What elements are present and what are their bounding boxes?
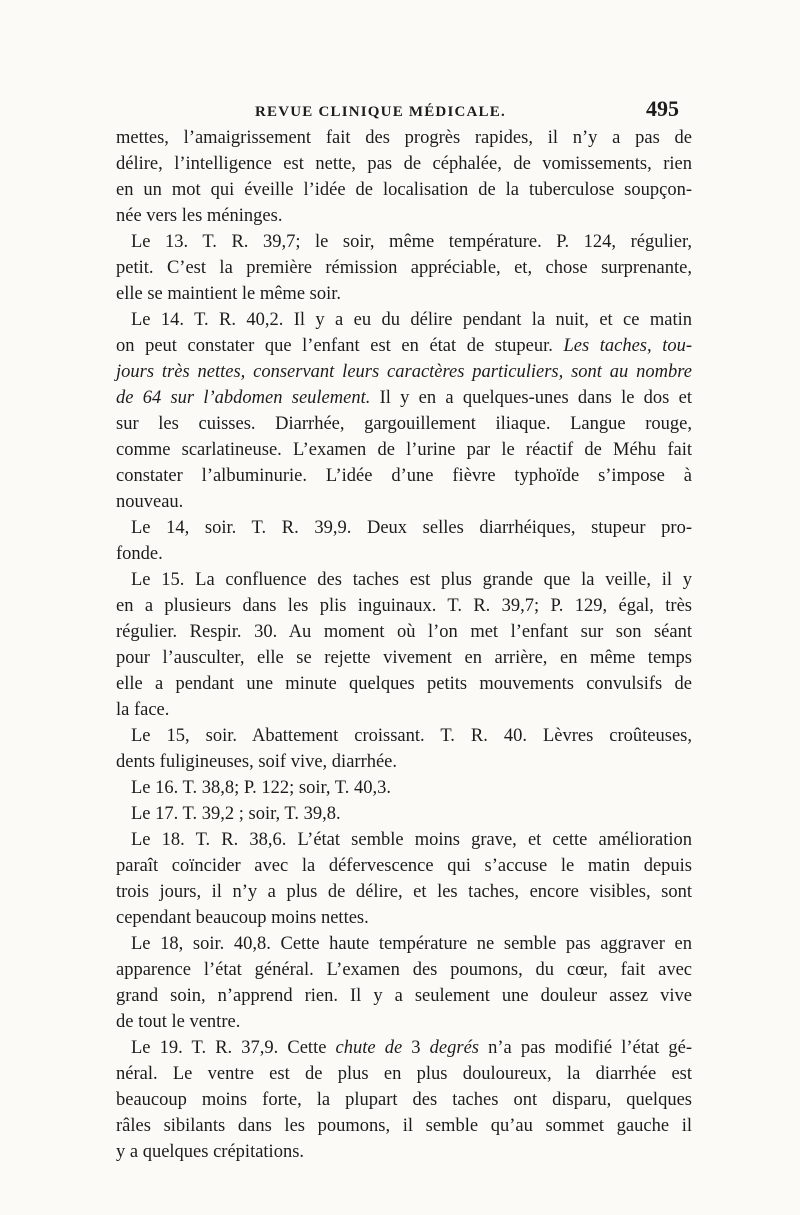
text-line: sur les cuisses. Diarrhée, gargouillement iliaque. Langue rouge, [116,414,692,434]
text-line: elle se maintient le même soir. [116,284,342,304]
text-line: trois jours, il n’y a plus de délire, et les taches, encore visibles, sont [116,882,692,902]
text-line: Le 19. T. R. 37,9. Cette chute de 3 degrés n’a pas modifié l’état gé- [131,1038,692,1058]
text-line: Le 14. T. R. 40,2. Il y a eu du délire pendant la nuit, et ce matin [131,310,692,330]
text-line: dents fuligineuses, soif vive, diarrhée. [116,752,398,772]
text-line: de tout le ventre. [116,1012,241,1032]
text-line: petit. C’est la première rémission appréciable, et, chose surprenante, [116,258,692,278]
text-line: Le 13. T. R. 39,7; le soir, même température. P. 124, régulier, [131,232,692,252]
text-line: grand soin, n’apprend rien. Il y a seulement une douleur assez vive [116,986,692,1006]
text-line: râles sibilants dans les poumons, il semble qu’au sommet gauche il [116,1116,692,1136]
text-line: de 64 sur l’abdomen seulement. Il y en a quelques-unes dans le dos et [116,388,692,408]
text-line: elle a pendant une minute quelques petits mouvements convulsifs de [116,674,692,694]
text-line: mettes, l’amaigrissement fait des progrès rapides, il n’y a pas de [116,128,692,148]
text-line: Le 18, soir. 40,8. Cette haute température ne semble pas aggraver en [131,934,692,954]
text-line: Le 17. T. 39,2 ; soir, T. 39,8. [131,804,341,824]
text-line: nouveau. [116,492,184,512]
text-line: en un mot qui éveille l’idée de localisation de la tuberculose soupçon- [116,180,692,200]
text-line: jours très nettes, conservant leurs caractères particuliers, sont au nombre [116,362,692,382]
text-line: en a plusieurs dans les plis inguinaux. T. R. 39,7; P. 129, égal, très [116,596,692,616]
text-line: la face. [116,700,170,720]
text-line: y a quelques crépitations. [116,1142,305,1162]
text-line: comme scarlatineuse. L’examen de l’urine par le réactif de Méhu fait [116,440,692,460]
text-line: pour l’ausculter, elle se rejette vivement en arrière, en même temps [116,648,692,668]
text-line: fonde. [116,544,163,564]
text-line: délire, l’intelligence est nette, pas de céphalée, de vomissements, rien [116,154,692,174]
text-line: apparence l’état général. L’examen des poumons, du cœur, fait avec [116,960,692,980]
page-number: 495 [646,96,679,121]
text-line: Le 15. La confluence des taches est plus grande que la veille, il y [131,570,692,590]
text-line: Le 18. T. R. 38,6. L’état semble moins grave, et cette amélioration [131,830,692,850]
text-line: Le 14, soir. T. R. 39,9. Deux selles diarrhéiques, stupeur pro- [131,518,692,538]
text-line: Le 16. T. 38,8; P. 122; soir, T. 40,3. [131,778,391,798]
running-header: REVUE CLINIQUE MÉDICALE. [255,104,506,120]
text-line: Le 15, soir. Abattement croissant. T. R. 40. Lèvres croûteuses, [131,726,692,746]
text-line: constater l’albuminurie. L’idée d’une fièvre typhoïde s’impose à [116,466,692,486]
text-line: cependant beaucoup moins nettes. [116,908,369,928]
text-line: on peut constater que l’enfant est en état de stupeur. Les taches, tou- [116,336,692,356]
text-line: paraît coïncider avec la défervescence qui s’accuse le matin depuis [116,856,692,876]
text-line: régulier. Respir. 30. Au moment où l’on met l’enfant sur son séant [116,622,692,642]
text-line: beaucoup moins forte, la plupart des taches ont disparu, quelques [116,1090,692,1110]
text-line: néral. Le ventre est de plus en plus douloureux, la diarrhée est [116,1064,692,1084]
text-line: née vers les méninges. [116,206,283,226]
